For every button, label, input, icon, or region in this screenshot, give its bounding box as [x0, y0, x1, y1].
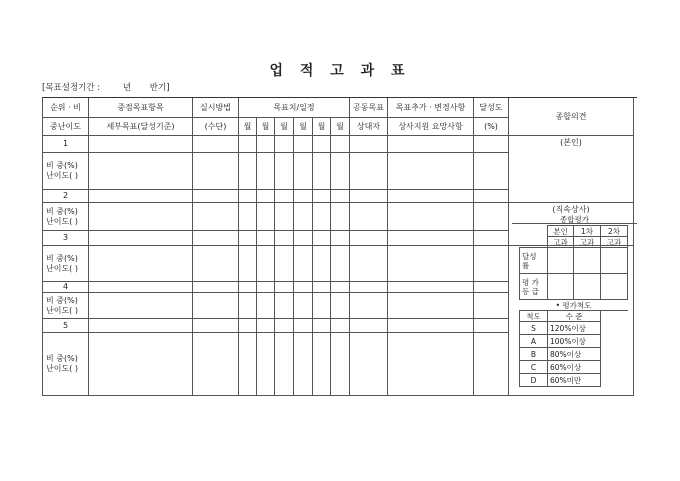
level-col-header: 수 준 — [548, 311, 601, 322]
method-cell[interactable] — [193, 203, 239, 231]
achievement-word: 달성 — [522, 251, 537, 261]
goal-cell[interactable] — [89, 246, 193, 282]
month-cell[interactable] — [294, 333, 313, 396]
month-cell[interactable] — [257, 282, 275, 293]
month-cell[interactable] — [313, 246, 331, 282]
partner-cell[interactable] — [350, 136, 388, 153]
achievement-cell[interactable] — [474, 203, 509, 231]
month-cell[interactable] — [275, 293, 294, 319]
eval-word: 고과 — [548, 237, 574, 248]
goal-cell[interactable] — [89, 333, 193, 396]
month-cell[interactable] — [294, 190, 313, 203]
goal-cell[interactable] — [89, 319, 193, 333]
scale-grade: D — [520, 374, 548, 387]
changes-cell[interactable] — [388, 293, 474, 319]
header-support: 상사지원 요망사항 — [388, 118, 474, 136]
partner-cell[interactable] — [350, 333, 388, 396]
achievement-cell[interactable] — [474, 231, 509, 246]
month-1: 월 — [239, 118, 257, 136]
month-6: 월 — [331, 118, 350, 136]
achievement-cell[interactable] — [474, 136, 509, 153]
scale-title: • 평가척도 — [520, 300, 628, 311]
month-cell[interactable] — [294, 153, 313, 190]
month-cell[interactable] — [294, 282, 313, 293]
month-cell[interactable] — [294, 231, 313, 246]
row-weight-difficulty — [43, 203, 89, 231]
goal-cell[interactable] — [89, 190, 193, 203]
partner-cell[interactable] — [350, 190, 388, 203]
month-cell[interactable] — [331, 190, 350, 203]
month-cell[interactable] — [257, 231, 275, 246]
changes-cell[interactable] — [388, 203, 474, 231]
month-cell[interactable] — [275, 153, 294, 190]
grade-word: 평 가 — [522, 277, 539, 287]
month-cell[interactable] — [239, 136, 257, 153]
scale-level: 120%이상 — [548, 322, 601, 335]
method-cell[interactable] — [193, 246, 239, 282]
eval-word: 고과 — [601, 237, 628, 248]
partner-cell[interactable] — [350, 153, 388, 190]
difficulty-label: 난이도( ) — [46, 364, 78, 373]
target-period — [42, 81, 176, 93]
achievement-cell[interactable] — [474, 282, 509, 293]
header-difficulty: 중난이도 — [43, 118, 89, 136]
goal-cell[interactable] — [89, 293, 193, 319]
month-cell[interactable] — [239, 282, 257, 293]
month-cell[interactable] — [313, 136, 331, 153]
method-cell[interactable] — [193, 293, 239, 319]
weight-label: 비 중(%) — [46, 206, 78, 216]
row-num: 1 — [43, 136, 89, 153]
eval-word: 고과 — [574, 237, 601, 248]
row-weight-difficulty — [43, 246, 89, 282]
month-cell[interactable] — [275, 319, 294, 333]
row-weight-difficulty — [43, 153, 89, 190]
weight-label: 비 중(%) — [46, 295, 78, 305]
achievement-cell[interactable] — [474, 246, 509, 282]
month-cell[interactable] — [313, 293, 331, 319]
header-method: 실시방법 — [193, 98, 239, 118]
scale-grade: S — [520, 322, 548, 335]
goal-cell[interactable] — [89, 203, 193, 231]
partner-cell[interactable] — [350, 282, 388, 293]
grade-word2: 등 급 — [522, 286, 539, 296]
scale-grade: C — [520, 361, 548, 374]
header-partner: 상대자 — [350, 118, 388, 136]
method-cell[interactable] — [193, 319, 239, 333]
changes-cell[interactable] — [388, 282, 474, 293]
changes-cell[interactable] — [388, 319, 474, 333]
month-cell[interactable] — [257, 333, 275, 396]
month-cell[interactable] — [331, 293, 350, 319]
month-cell[interactable] — [313, 203, 331, 231]
method-cell[interactable] — [193, 153, 239, 190]
month-cell[interactable] — [257, 203, 275, 231]
header-target: 목표치/일정 — [239, 98, 350, 118]
partner-cell[interactable] — [350, 203, 388, 231]
scale-grade: B — [520, 348, 548, 361]
month-cell[interactable] — [257, 136, 275, 153]
month-cell[interactable] — [313, 190, 331, 203]
grade-self-cell[interactable] — [548, 274, 574, 300]
method-cell[interactable] — [193, 136, 239, 153]
goal-cell[interactable] — [89, 153, 193, 190]
month-cell[interactable] — [239, 203, 257, 231]
table-top-border — [42, 97, 637, 98]
month-cell[interactable] — [257, 246, 275, 282]
month-cell[interactable] — [257, 190, 275, 203]
weight-label: 비 중(%) — [46, 161, 78, 170]
opinion-self-label: (본인) — [560, 138, 582, 147]
changes-cell[interactable] — [388, 246, 474, 282]
partner-cell[interactable] — [350, 319, 388, 333]
scale-col-header: 척도 — [520, 311, 548, 322]
month-cell[interactable] — [331, 319, 350, 333]
month-cell[interactable] — [239, 319, 257, 333]
scale-level: 60%미만 — [548, 374, 601, 387]
month-2: 월 — [257, 118, 275, 136]
achievement-first-cell[interactable] — [574, 248, 601, 274]
month-cell[interactable] — [313, 153, 331, 190]
scale-level: 80%이상 — [548, 348, 601, 361]
header-joint: 공동목표 — [350, 98, 388, 118]
difficulty-label: 난이도( ) — [46, 216, 78, 226]
opinion-supervisor-label: (직속상사) — [552, 205, 590, 214]
grade-label — [520, 274, 548, 300]
header-opinion: 종합의견 — [509, 98, 634, 136]
month-cell[interactable] — [275, 246, 294, 282]
first-eval-label: 1차 — [574, 226, 601, 237]
header-percent: (%) — [474, 118, 509, 136]
goal-cell[interactable] — [89, 231, 193, 246]
partner-cell[interactable] — [350, 231, 388, 246]
month-cell[interactable] — [331, 246, 350, 282]
header-rank: 순위 · 비 — [43, 98, 89, 118]
month-cell[interactable] — [294, 246, 313, 282]
header-means: (수단) — [193, 118, 239, 136]
achievement-cell[interactable] — [474, 190, 509, 203]
scale-level: 100%이상 — [548, 335, 601, 348]
month-cell[interactable] — [331, 203, 350, 231]
month-3: 월 — [275, 118, 294, 136]
grade-second-cell[interactable] — [601, 274, 628, 300]
month-cell[interactable] — [257, 153, 275, 190]
header-achievement: 달성도 — [474, 98, 509, 118]
month-cell[interactable] — [331, 136, 350, 153]
method-cell[interactable] — [193, 333, 239, 396]
second-eval-label: 2차 — [601, 226, 628, 237]
month-cell[interactable] — [275, 190, 294, 203]
partner-cell[interactable] — [350, 246, 388, 282]
month-4: 월 — [294, 118, 313, 136]
changes-cell[interactable] — [388, 153, 474, 190]
achievement-cell[interactable] — [474, 153, 509, 190]
month-cell[interactable] — [239, 246, 257, 282]
month-cell[interactable] — [313, 333, 331, 396]
month-cell[interactable] — [239, 153, 257, 190]
row-num: 5 — [43, 319, 89, 333]
changes-cell[interactable] — [388, 333, 474, 396]
method-cell[interactable] — [193, 282, 239, 293]
scale-grade: A — [520, 335, 548, 348]
changes-cell[interactable] — [388, 231, 474, 246]
month-cell[interactable] — [239, 231, 257, 246]
difficulty-label: 난이도( ) — [46, 171, 78, 180]
period-year: 년 — [122, 83, 132, 93]
page-title: 업 적 고 과 표 — [269, 63, 411, 79]
month-cell[interactable] — [239, 190, 257, 203]
month-cell[interactable] — [275, 333, 294, 396]
month-cell[interactable] — [275, 282, 294, 293]
summary-evaluation-table — [519, 225, 628, 387]
month-cell[interactable] — [294, 319, 313, 333]
month-cell[interactable] — [257, 293, 275, 319]
month-cell[interactable] — [239, 293, 257, 319]
month-cell[interactable] — [294, 136, 313, 153]
achievement-second-cell[interactable] — [601, 248, 628, 274]
month-cell[interactable] — [331, 231, 350, 246]
month-cell[interactable] — [313, 282, 331, 293]
self-eval-label: 본인 — [548, 226, 574, 237]
month-cell[interactable] — [331, 282, 350, 293]
row-num: 3 — [43, 231, 89, 246]
goal-cell[interactable] — [89, 136, 193, 153]
month-5: 월 — [313, 118, 331, 136]
method-cell[interactable] — [193, 231, 239, 246]
row-num: 4 — [43, 282, 89, 293]
month-cell[interactable] — [313, 231, 331, 246]
row-weight-difficulty — [43, 293, 89, 319]
goal-cell[interactable] — [89, 282, 193, 293]
opinion-self-cell[interactable] — [509, 136, 634, 203]
month-cell[interactable] — [275, 136, 294, 153]
row-weight-difficulty — [43, 333, 89, 396]
header-detail-goal: 세부목표(달성기준) — [89, 118, 193, 136]
achievement-word2: 률 — [522, 260, 530, 270]
weight-label: 비 중(%) — [46, 354, 78, 363]
achievement-rate-label — [520, 248, 548, 274]
month-cell[interactable] — [331, 153, 350, 190]
month-cell[interactable] — [275, 231, 294, 246]
changes-cell[interactable] — [388, 136, 474, 153]
month-cell[interactable] — [294, 203, 313, 231]
header-changes: 목표추가 · 변경사항 — [388, 98, 474, 118]
period-half: 반기] — [149, 83, 170, 93]
month-cell[interactable] — [275, 203, 294, 231]
month-cell[interactable] — [313, 319, 331, 333]
grade-first-cell[interactable] — [574, 274, 601, 300]
month-cell[interactable] — [331, 333, 350, 396]
partner-cell[interactable] — [350, 293, 388, 319]
month-cell[interactable] — [294, 293, 313, 319]
summary-title: 종합평가 — [560, 215, 589, 224]
difficulty-label: 난이도( ) — [46, 305, 78, 315]
achievement-self-cell[interactable] — [548, 248, 574, 274]
achievement-cell[interactable] — [474, 293, 509, 319]
row-num: 2 — [43, 190, 89, 203]
achievement-cell[interactable] — [474, 333, 509, 396]
scale-level: 60%이상 — [548, 361, 601, 374]
period-label: [목표설정기간 : — [42, 83, 101, 93]
difficulty-label: 난이도( ) — [46, 263, 78, 273]
method-cell[interactable] — [193, 190, 239, 203]
changes-cell[interactable] — [388, 190, 474, 203]
month-cell[interactable] — [257, 319, 275, 333]
achievement-cell[interactable] — [474, 319, 509, 333]
header-goal-item: 중점목표항목 — [89, 98, 193, 118]
weight-label: 비 중(%) — [46, 253, 78, 263]
month-cell[interactable] — [239, 333, 257, 396]
